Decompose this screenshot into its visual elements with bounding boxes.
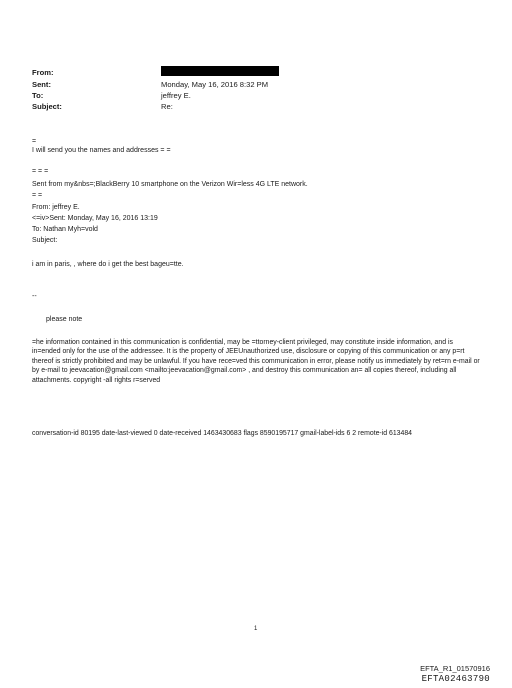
bates-number-2: EFTA02463790 [421, 674, 490, 684]
body-line-5: = = [32, 192, 43, 199]
sent-label: Sent: [32, 80, 51, 89]
to-label: To: [32, 91, 44, 100]
redaction-box [161, 66, 279, 76]
body-line-8: To: Nathan Myh=vold [32, 226, 98, 233]
body-line-6: From: jeffrey E. [32, 204, 80, 211]
body-line-3: = = = [32, 168, 49, 175]
bates-number-1: EFTA_R1_01570916 [420, 664, 490, 673]
sent-value: Monday, May 16, 2016 8:32 PM [161, 80, 269, 89]
subject-label: Subject: [32, 102, 62, 111]
to-value: jeffrey E. [161, 91, 191, 100]
subject-value: Re: [161, 102, 173, 111]
body-line-11: -- [32, 293, 37, 300]
page-number: 1 [254, 626, 258, 632]
metadata-paragraph: conversation-id 80195 date-last-viewed 0 date-received 1463430683 flags 8590195717 gmail-label-ids 6 2 remote-id 613484 [32, 430, 413, 437]
body-line-2: I will send you the names and addresses = = [32, 147, 171, 154]
body-line-1: = [32, 138, 37, 145]
note-label: please note [46, 316, 83, 323]
body-line-4: Sent from my&nbs=;BlackBerry 10 smartphone on the Verizon Wir=less 4G LTE network. [32, 181, 308, 188]
from-label: From: [32, 68, 54, 77]
body-line-7: <=iv>Sent: Monday, May 16, 2016 13:19 [32, 215, 158, 222]
body-line-9: Subject: [32, 237, 58, 244]
body-line-10: i am in paris, , where do i get the best bageu=tte. [32, 261, 184, 268]
disclaimer-paragraph: =he information contained in this communication is confidential, may be =ttorney-client privileged, may constitute inside information, and is in=ended only for the use of the addressee. It is the property of JEEUnauthorized use, disclosure or copying of this communication or any p=rt thereof is strictly prohibited and may be unlawful. If you have rece=ved this communication in error, please notify us immediately by ret=rn e-mail or by e-mail to jeevacation@gmail.com <mailto:jeevacation@gmail.com> , and destroy this communication an= all copies thereof, including all attachments. copyright -all rights r=served [32, 339, 480, 384]
